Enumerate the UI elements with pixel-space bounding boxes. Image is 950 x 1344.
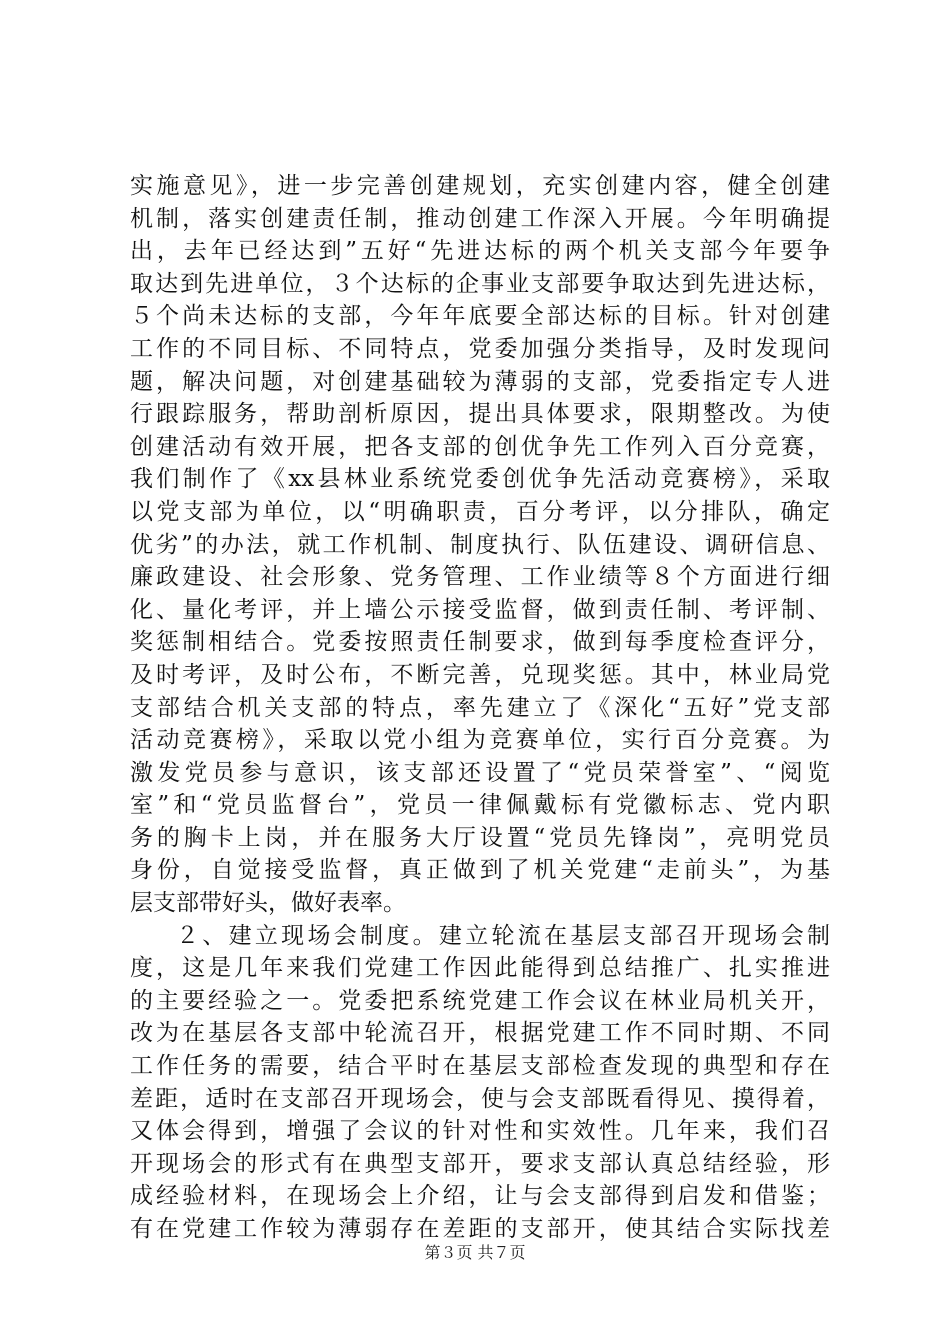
text-line: 开现场会的形式有在典型支部开，要求支部认真总结经验，形 (130, 1150, 830, 1177)
text-line: 机制，落实创建责任制，推动创建工作深入开展。今年明确提 (130, 205, 830, 232)
text-line: 及时考评，及时公布，不断完善，兑现奖惩。其中，林业局党 (130, 661, 830, 688)
text-line: ５个尚未达标的支部，今年年底要全部达标的目标。针对创建 (130, 303, 830, 330)
text-line: 成经验材料，在现场会上介绍，让与会支部得到启发和借鉴； (130, 1183, 830, 1210)
text-line: 优劣”的办法，就工作机制、制度执行、队伍建设、调研信息、 (130, 531, 830, 558)
text-line: 创建活动有效开展，把各支部的创优争先工作列入百分竞赛， (130, 433, 830, 460)
text-line: 廉政建设、社会形象、党务管理、工作业绩等８个方面进行细 (130, 564, 830, 591)
text-line: 层支部带好头，做好表率。 (130, 890, 406, 917)
text-line: 务的胸卡上岗，并在服务大厅设置“党员先锋岗”，亮明党员 (130, 824, 830, 851)
text-line: 支部结合机关支部的特点，率先建立了《深化“五好”党支部 (130, 694, 830, 721)
page-footer: 第３页 共７页 (424, 1243, 526, 1262)
text-line: 身份，自觉接受监督，真正做到了机关党建“走前头”，为基 (130, 857, 830, 884)
text-line: 奖惩制相结合。党委按照责任制要求，做到每季度检查评分， (130, 629, 830, 656)
text-line: 差距，适时在支部召开现场会，使与会支部既看得见、摸得着， (130, 1085, 830, 1112)
text-line: 激发党员参与意识，该支部还设置了“党员荣誉室”、“阅览 (130, 759, 830, 786)
text-line: 取达到先进单位，３个达标的企事业支部要争取达到先进达标， (130, 270, 830, 297)
text-line: 实施意见》，进一步完善创建规划，充实创建内容，健全创建 (130, 173, 830, 199)
text-line: 行跟踪服务，帮助剖析原因，提出具体要求，限期整改。为使 (130, 401, 830, 428)
text-line: 题，解决问题，对创建基础较为薄弱的支部，党委指定专人进 (130, 368, 830, 395)
body-text (130, 170, 830, 1246)
text-line: 有在党建工作较为薄弱存在差距的支部开，使其结合实际找差 (130, 1216, 830, 1242)
text-line: 以党支部为单位，以“明确职责，百分考评，以分排队，确定 (130, 498, 830, 525)
text-line: 工作的不同目标、不同特点，党委加强分类指导，及时发现问 (130, 335, 830, 362)
text-line: 工作任务的需要，结合平时在基层支部检查发现的典型和存在 (130, 1053, 830, 1080)
text-line: 室”和“党员监督台”，党员一律佩戴标有党徽标志、党内职 (130, 792, 830, 819)
text-line: 的主要经验之一。党委把系统党建工作会议在林业局机关开， (130, 987, 830, 1014)
text-line: 化、量化考评，并上墙公示接受监督，做到责任制、考评制、 (130, 596, 830, 623)
text-line: 我们制作了《xx县林业系统党委创优争先活动竞赛榜》，采取 (130, 466, 830, 493)
text-line: ２、建立现场会制度。建立轮流在基层支部召开现场会制 (176, 922, 830, 949)
text-line: 出，去年已经达到”五好“先进达标的两个机关支部今年要争 (130, 238, 830, 265)
text-line: 改为在基层各支部中轮流召开，根据党建工作不同时期、不同 (130, 1020, 830, 1047)
text-line: 活动竞赛榜》，采取以党小组为竞赛单位，实行百分竞赛。为 (130, 727, 830, 754)
text-line: 度，这是几年来我们党建工作因此能得到总结推广、扎实推进 (130, 955, 830, 982)
text-line: 又体会得到，增强了会议的针对性和实效性。几年来，我们召 (130, 1118, 830, 1145)
